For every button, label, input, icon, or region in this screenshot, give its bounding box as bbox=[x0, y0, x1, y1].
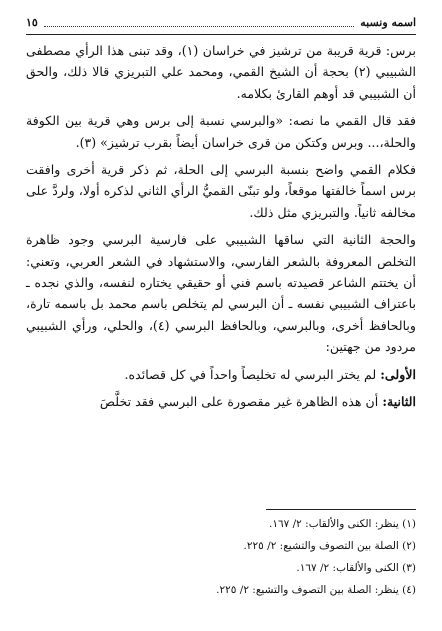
main-text bbox=[26, 40, 416, 419]
point-first-text: لم يختر البرسي له تخليصاً واحداً في كل قصائده. bbox=[124, 366, 377, 382]
footnote-4: (٤) ينظر: الصلة بين التصوف والتشيع: ٢/ ٢٢٥. bbox=[216, 584, 416, 596]
paragraph-1: برس: قرية قريبة من ترشيز في خراسان (١)، وقد تبنى هذا الرأي مصطفى الشبيبي (٢) بحجة أن الشيخ القمي، ومحمد علي التبريزي قالا ذلك، والحق أن الشبيبي قد أوهم القارئ بكلامه. bbox=[26, 43, 416, 101]
point-second-label: الثانية: bbox=[382, 394, 416, 410]
header-rule bbox=[26, 34, 416, 35]
paragraph-3: فكلام القمي واضح بنسبة البرسي إلى الحلة، ثم ذكر قرية أخرى وافقت برس اسماً خالفتها موقعاً، ولو تبنّى القميُّ الرأي الثاني لذكره أولا، ولردَّ على مخالفه ثانياً. والتبريزي مثل ذلك. bbox=[26, 162, 416, 220]
footnote-3: (٣) الكنى والألقاب: ٢/ ١٦٧. bbox=[296, 562, 416, 574]
footnotes bbox=[26, 513, 416, 601]
point-second bbox=[26, 391, 416, 412]
paragraph-4: والحجة الثانية التي ساقها الشبيبي على فارسية البرسي وجود ظاهرة التخلص المعروفة بالشعر الفارسي، والاستشهاد في الشعر العربي، وتعني: أن يختتم الشاعر قصيدته باسم فني أو حقيقي يختاره لنفسه، والذي نجده ـ باعتراف الشبيبي نفسه ـ أن البرسي لم يتخلص باسم محمد بل باسمه تارة، وبالحافظ أخرى، وبالبرسي، وبالحافظ البرسي (٤)، والحلي، ورأي الشبيبي مردود من جهتين: bbox=[26, 232, 416, 355]
header-leader-dots bbox=[44, 18, 354, 27]
point-first bbox=[26, 364, 416, 385]
footnote-2: (٢) الصلة بين التصوف والتشيع: ٢/ ٢٢٥. bbox=[243, 540, 416, 552]
footnote-rule bbox=[266, 509, 416, 510]
running-title: اسمه ونسبه bbox=[360, 15, 416, 29]
paragraph-2: فقد قال القمي ما نصه: «والبرسي نسبة إلى برس وهي قرية بين الكوفة والحلة،... وبرس وكتكن من قرى خراسان أيضاً بقرب ترشيز» (٣). bbox=[26, 113, 416, 150]
point-second-text: أن هذه الظاهرة غير مقصورة على البرسي فقد تخلَّصَ bbox=[99, 394, 379, 410]
point-first-label: الأولى: bbox=[380, 366, 416, 382]
footnote-1: (١) ينظر: الكنى والألقاب: ٢/ ١٦٧. bbox=[269, 518, 416, 530]
page-number: ١٥ bbox=[26, 15, 38, 29]
running-header bbox=[26, 12, 416, 32]
